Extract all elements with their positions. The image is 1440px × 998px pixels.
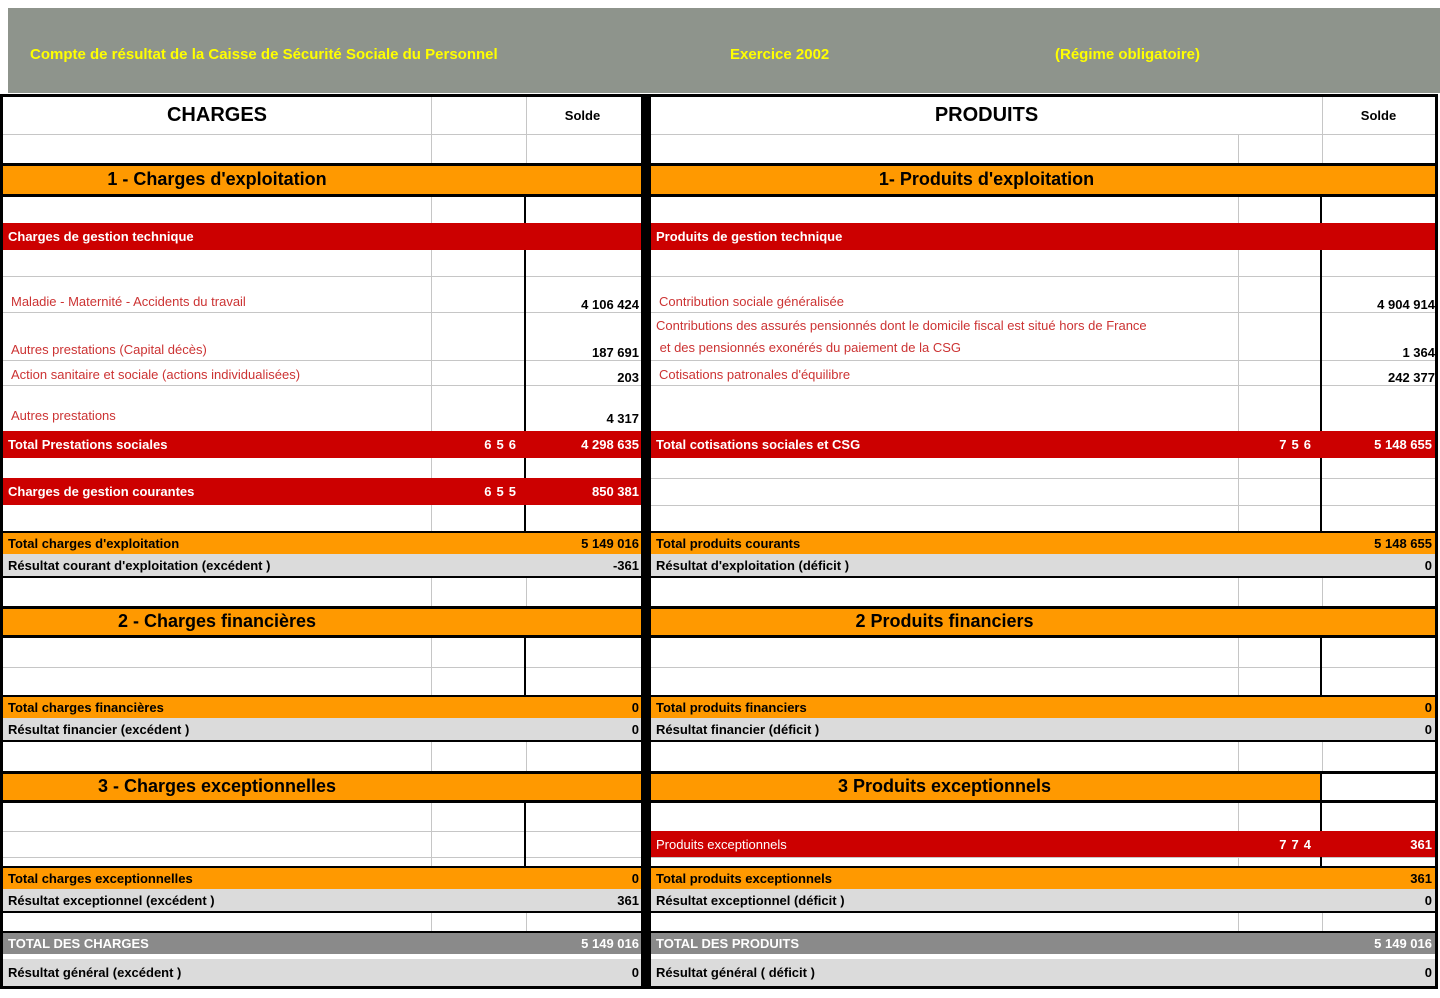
total-charges-value: 5 149 016 xyxy=(581,936,639,951)
charges-section3-bar xyxy=(3,774,641,800)
total-exceptionnelles-value: 0 xyxy=(631,871,639,886)
contributions-assures-line2: et des pensionnés exonérés du paiement de la CSG xyxy=(656,340,961,355)
capital-deces-value: 187 691 xyxy=(592,345,639,360)
total-exceptionnelles-row xyxy=(3,868,641,889)
total-produits-label: TOTAL DES PRODUITS xyxy=(656,936,800,951)
gridline xyxy=(651,505,1435,506)
gridline xyxy=(1238,134,1239,163)
produits-gestion-technique-bar xyxy=(651,223,1435,250)
gridline xyxy=(651,857,1435,858)
total-charges-label: TOTAL DES CHARGES xyxy=(8,936,149,951)
total-courants-label: Total produits courants xyxy=(656,536,801,551)
resultat-general-produits-label: Résultat général ( déficit ) xyxy=(656,965,815,980)
resultat-financier-produits-label: Résultat financier (déficit ) xyxy=(656,721,820,737)
gridline xyxy=(1238,638,1239,695)
resultat-general-charges-label: Résultat général (excédent ) xyxy=(8,965,182,980)
resultat-financier-produits-row xyxy=(651,718,1435,740)
total-cotisations-label-cell xyxy=(651,431,1238,458)
cotisations-patronales-label: Cotisations patronales d'équilibre xyxy=(659,367,851,382)
cotisations-patronales-value: 242 377 xyxy=(1388,370,1435,385)
gestion-courantes-value: 850 381 xyxy=(592,484,639,499)
charges-gestion-technique-bar xyxy=(3,223,641,250)
produits-row-label xyxy=(654,360,1234,385)
produits-gestion-technique-label: Produits de gestion technique xyxy=(656,229,843,244)
produits-section3-title: 3 Produits exceptionnels xyxy=(837,776,1052,796)
total-charges-row xyxy=(3,933,641,954)
action-sanitaire-value: 203 xyxy=(617,370,639,385)
gridline xyxy=(1322,742,1323,771)
gridline xyxy=(526,97,527,163)
gridline xyxy=(1238,458,1239,531)
charges-section1-title: 1 - Charges d'exploitation xyxy=(107,169,327,189)
produits-column-title: PRODUITS xyxy=(934,104,1039,126)
resultat-exceptionnel-charges-label: Résultat exceptionnel (excédent ) xyxy=(8,892,215,908)
gridline xyxy=(526,913,527,931)
total-cotisations-label: Total cotisations sociales et CSG xyxy=(656,437,861,452)
contributions-assures-line1: Contributions des assurés pensionnés dont le domicile fiscal est situé hors de France xyxy=(656,318,1147,333)
total-courants-value: 5 148 655 xyxy=(1374,536,1432,551)
gestion-courantes-code: 655 xyxy=(484,484,521,499)
resultat-exploitation-value: 0 xyxy=(1424,557,1432,573)
banner-regime: (Régime obligatoire) xyxy=(1055,46,1201,63)
charges-section2-title: 2 - Charges financières xyxy=(117,611,317,631)
gridline xyxy=(1322,913,1323,931)
gridline xyxy=(431,638,432,695)
gridline xyxy=(1238,913,1239,931)
section1-bottom-border xyxy=(0,194,1438,197)
gridline xyxy=(3,831,641,832)
total-financieres-label: Total charges financières xyxy=(8,700,164,715)
produits-exceptionnels-bar xyxy=(651,831,1435,857)
total-financiers-value: 0 xyxy=(1424,700,1432,715)
table-top-border xyxy=(0,94,1438,97)
gridline xyxy=(431,578,432,606)
total-prestations-code: 656 xyxy=(484,437,521,452)
solde-column-border xyxy=(1320,638,1322,695)
produits-exceptionnels-label: Produits exceptionnels xyxy=(656,836,787,852)
maladie-value: 4 106 424 xyxy=(581,297,639,312)
resultat-exceptionnel-produits-row xyxy=(651,889,1435,911)
total-courants-row xyxy=(651,533,1435,554)
table-bottom-border xyxy=(0,986,1438,989)
gridline xyxy=(431,803,432,866)
total-exploitation-row xyxy=(3,533,641,554)
gridline xyxy=(431,505,432,531)
total-prestations-value: 4 298 635 xyxy=(581,437,639,452)
resultat-financier-charges-label: Résultat financier (excédent ) xyxy=(8,721,190,737)
resultat-financier-charges-value: 0 xyxy=(631,721,639,737)
section3-bottom-border xyxy=(0,800,1438,803)
gridline xyxy=(1238,742,1239,771)
produits-row-label xyxy=(656,315,1238,360)
total-exceptionnelles-label: Total charges exceptionnelles xyxy=(8,871,193,886)
total-exceptionnels-label: Total produits exceptionnels xyxy=(656,871,833,886)
produits-exceptionnels-code: 774 xyxy=(1279,836,1316,852)
gridline xyxy=(1322,578,1323,606)
resultat-financier-bottom-border xyxy=(0,740,1438,742)
csg-value: 4 904 914 xyxy=(1377,297,1435,312)
banner-exercice: Exercice 2002 xyxy=(730,46,830,63)
resultat-exceptionnel-produits-label: Résultat exceptionnel (déficit ) xyxy=(656,892,845,908)
charges-column-title: CHARGES xyxy=(166,104,267,126)
total-financieres-value: 0 xyxy=(631,700,639,715)
gridline xyxy=(431,97,432,163)
total-financieres-row xyxy=(3,697,641,718)
gridline xyxy=(431,742,432,771)
charges-section3-title: 3 - Charges exceptionnelles xyxy=(97,776,337,796)
total-cotisations-code: 756 xyxy=(1279,437,1316,452)
resultat-general-produits-row xyxy=(651,959,1435,986)
csg-label: Contribution sociale généralisée xyxy=(659,294,845,309)
gestion-courantes-label-cell xyxy=(3,478,431,505)
resultat-courant-row xyxy=(3,554,641,576)
charges-row-label xyxy=(6,385,426,426)
gridline xyxy=(651,478,1435,479)
produits-solde-header: Solde xyxy=(1360,108,1397,123)
gridline xyxy=(1238,197,1239,223)
banner-title: Compte de résultat de la Caisse de Sécurité Sociale du Personnel xyxy=(30,46,498,63)
produits-section2-bar xyxy=(651,609,1435,635)
gridline xyxy=(526,742,527,771)
gridline xyxy=(431,250,432,431)
table-center-separator xyxy=(641,94,651,989)
resultat-exceptionnel-bottom-border xyxy=(0,911,1438,913)
gridline xyxy=(526,578,527,606)
gridline xyxy=(3,857,641,858)
resultat-general-charges-value: 0 xyxy=(631,965,639,980)
total-cotisations-value: 5 148 655 xyxy=(1374,437,1432,452)
gridline xyxy=(1238,250,1239,431)
total-produits-row xyxy=(651,933,1435,954)
gridline xyxy=(431,458,432,478)
autres-prestations-label: Autres prestations xyxy=(11,408,116,423)
resultat-exceptionnel-produits-value: 0 xyxy=(1424,892,1432,908)
maladie-label: Maladie - Maternité - Accidents du travail xyxy=(11,294,246,309)
section2-bottom-border xyxy=(0,635,1438,638)
resultat-exploitation-row xyxy=(651,554,1435,576)
title-banner xyxy=(8,8,1440,93)
charges-row-label xyxy=(6,276,426,312)
total-exploitation-label: Total charges d'exploitation xyxy=(8,536,180,551)
produits-section2-title: 2 Produits financiers xyxy=(855,611,1034,631)
contributions-assures-value: 1 364 xyxy=(1402,345,1435,360)
produits-exceptionnels-label-cell xyxy=(651,831,1238,857)
total-exploitation-value: 5 149 016 xyxy=(581,536,639,551)
charges-gestion-technique-label: Charges de gestion technique xyxy=(8,229,194,244)
resultat-general-produits-value: 0 xyxy=(1424,965,1432,980)
produits-exceptionnels-value: 361 xyxy=(1410,836,1432,852)
charges-section2-bar xyxy=(3,609,641,635)
resultat-exceptionnel-charges-row xyxy=(3,889,641,911)
solde-column-border xyxy=(524,638,526,695)
total-financiers-row xyxy=(651,697,1435,718)
total-financiers-label: Total produits financiers xyxy=(656,700,807,715)
total-exceptionnels-row xyxy=(651,868,1435,889)
gridline xyxy=(1238,578,1239,606)
gridline xyxy=(431,197,432,223)
capital-deces-label: Autres prestations (Capital décès) xyxy=(11,342,207,357)
total-prestations-label-cell xyxy=(3,431,431,458)
total-exceptionnels-value: 361 xyxy=(1410,871,1432,886)
autres-prestations-value: 4 317 xyxy=(606,411,639,426)
resultat-exceptionnel-charges-value: 361 xyxy=(617,892,639,908)
gridline xyxy=(651,312,1435,313)
action-sanitaire-label: Action sanitaire et sociale (actions individualisées) xyxy=(11,367,301,382)
total-cotisations-bar xyxy=(651,431,1435,458)
charges-row-label xyxy=(6,360,426,385)
gridline xyxy=(1322,97,1323,163)
total-prestations-label: Total Prestations sociales xyxy=(8,437,168,452)
charges-solde-header: Solde xyxy=(564,108,601,123)
produits-row-label xyxy=(654,276,1234,312)
total-prestations-bar xyxy=(3,431,641,458)
resultat-general-charges-row xyxy=(3,959,641,986)
resultat-courant-label: Résultat courant d'exploitation (excédent ) xyxy=(8,557,271,573)
gridline xyxy=(1238,803,1239,831)
charges-section1-bar xyxy=(3,166,641,194)
total-produits-value: 5 149 016 xyxy=(1374,936,1432,951)
resultat-courant-value: -361 xyxy=(612,557,639,573)
charges-row-label xyxy=(6,312,426,360)
gridline xyxy=(651,667,1435,668)
resultat-exploitation-label: Résultat d'exploitation (déficit ) xyxy=(656,557,850,573)
table-right-border xyxy=(1435,94,1438,989)
solde-column-border xyxy=(524,803,526,866)
resultat-courant-bottom-border xyxy=(0,576,1438,578)
gridline xyxy=(431,913,432,931)
gestion-courantes-bar xyxy=(3,478,641,505)
produits-section3-bar xyxy=(651,774,1320,800)
gestion-courantes-label: Charges de gestion courantes xyxy=(8,484,195,499)
gridline xyxy=(3,667,641,668)
gridline xyxy=(651,385,1435,386)
gridline xyxy=(1238,857,1239,866)
resultat-financier-produits-value: 0 xyxy=(1424,721,1432,737)
produits-section1-title: 1- Produits d'exploitation xyxy=(878,169,1095,189)
gridline xyxy=(3,134,641,135)
gridline xyxy=(651,134,1435,135)
resultat-financier-charges-row xyxy=(3,718,641,740)
produits-section1-bar xyxy=(651,166,1435,194)
